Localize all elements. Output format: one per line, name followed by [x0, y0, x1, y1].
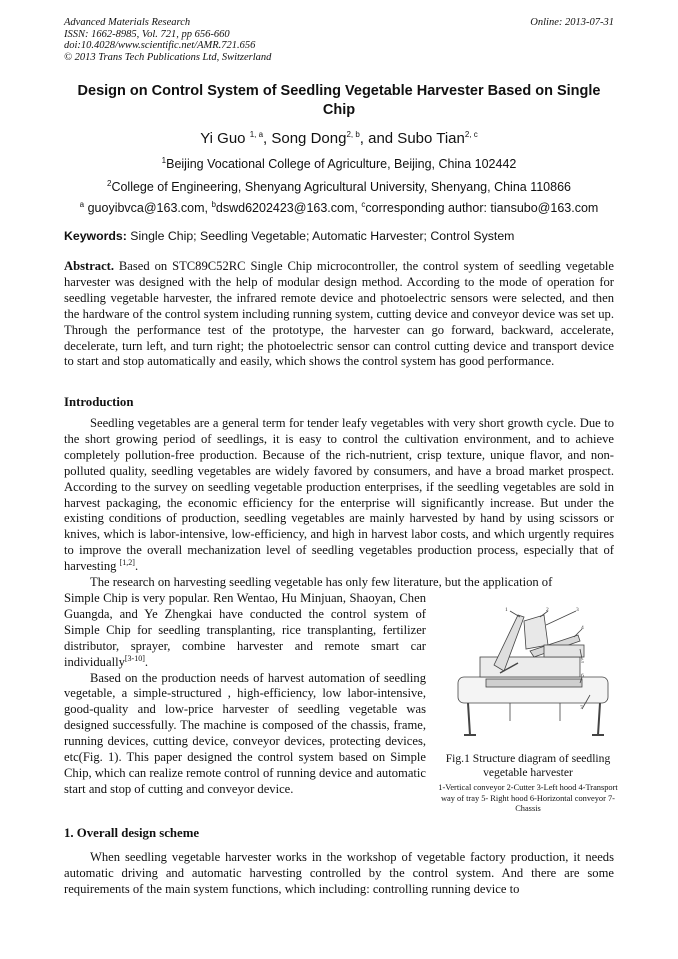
email-b-sup: b — [211, 199, 216, 209]
intro-paragraph-3: Based on the production needs of harvest automation of seedling vegetable, a simple-structured , high-efficiency, low labor-intensive, good-quality and low-price harvester of seedling vegetable was designed successfully. The machine is composed of the chassis, frame, running devices, cutting device, conveyor devices, protecting devices, etc(Fig. 1). This paper designed the control system based on Simple Chip, which can realize remote control of running device and automatic start and stop of cutting and conveyor device. — [64, 670, 426, 796]
intro-p2-text: Simple Chip is very popular. Ren Wentao, Hu Minjuan, Shaoyan, Chen Guangda, and Ye Zhengkai have conducted the control system of Simple Chip for seedling transplanting, rice transplanting, fertilizer distributor, sprayer, combine harvester and remote smart car individually — [64, 591, 426, 669]
doi-line: doi:10.4028/www.scientific.net/AMR.721.656 — [64, 40, 256, 51]
affiliation-1-text: Beijing Vocational College of Agriculture, Beijing, China 102442 — [166, 157, 517, 171]
leader-1 — [510, 611, 520, 617]
label-3: 3 — [576, 607, 579, 613]
intro-paragraph-2-rest — [64, 591, 426, 671]
affiliation-2-num: 2 — [106, 178, 112, 188]
keywords-text: Single Chip; Seedling Vegetable; Automatic Harvester; Control System — [126, 229, 515, 243]
copyright-line: © 2013 Trans Tech Publications Ltd, Switzerland — [64, 51, 272, 63]
intro-body-narrow — [64, 591, 426, 798]
email-c: corresponding author: tiansubo@163.com — [365, 201, 599, 215]
label-7: 7 — [580, 705, 583, 711]
email-a: guoyibvca@163.com, — [84, 201, 212, 215]
left-hood — [524, 615, 548, 649]
author-1-sup: 1, a — [249, 130, 264, 139]
journal-header — [64, 17, 271, 63]
keywords — [64, 229, 514, 243]
upper-frame — [480, 657, 580, 677]
front-leg — [468, 703, 470, 735]
email-b: dswd6202423@163.com, — [215, 201, 362, 215]
intro-p2-end: . — [144, 654, 149, 669]
abstract-label: Abstract. — [64, 259, 115, 273]
horizontal-conveyor — [486, 679, 582, 687]
label-4: 4 — [581, 625, 584, 631]
author-3-sup: 2, c — [464, 130, 478, 139]
figure-legend: 1-Vertical conveyor 2-Cutter 3-Left hood 4-Transport way of tray 5- Right hood 6-Horizontal conveyor 7-Chassis — [438, 783, 618, 814]
intro-body — [64, 416, 614, 591]
paper-title: Design on Control System of Seedling Vegetable Harvester Based on Single Chip — [77, 83, 601, 118]
label-6: 6 — [581, 673, 584, 679]
author-line — [64, 130, 614, 147]
author-2: , Song Dong — [263, 130, 347, 147]
abstract — [64, 259, 614, 370]
affiliation-1 — [64, 157, 614, 171]
intro-paragraph-2-start: The research on harvesting seedling vegetable has only few literature, but the application of — [90, 575, 553, 590]
label-5: 5 — [581, 659, 584, 665]
author-1: Yi Guo — [200, 130, 250, 147]
email-line — [64, 201, 614, 215]
harvester-structure-diagram — [440, 605, 616, 745]
intro-p1-text: Seedling vegetables are a general term for tender leafy vegetables with very short growth cycle. Due to the short growing period of seedlings, it is easy to control the cultivation environment, and to achieve completely pollution-free production. Because of the rich-nutrient, crisp texture, unique flavor, and non-polluted quality, seedling vegetables are widely favored by consumers, and have a broad market prospect. According to the survey on seedling vegetable production enterprises, if the seedling vegetables are sold in harvest packaging, the economic efficiency for the enterprise will significantly increase. But under the existing conditions of production, seedling vegetables are mainly harvested by hand by using scissors or knives, which is labor-intensive, low-efficiency, and high in harvest labor costs, and which urgently requires to improve the overall mechanization level of seedling vegetables production process, especially that of harvesting — [64, 416, 614, 574]
figure-caption: Fig.1 Structure diagram of seedling vegetable harvester — [445, 752, 611, 779]
leader-3 — [546, 611, 576, 625]
keywords-label: Keywords: — [64, 229, 127, 243]
author-2-sup: 2, b — [346, 130, 360, 139]
intro-p1-ref: [1,2] — [119, 557, 135, 567]
affiliation-2 — [64, 180, 614, 194]
right-hood — [544, 645, 584, 657]
label-2: 2 — [546, 607, 549, 613]
email-a-sup: a — [79, 199, 85, 209]
intro-paragraph-1 — [64, 416, 614, 575]
intro-heading: Introduction — [64, 395, 134, 409]
issn-line: ISSN: 1662-8985, Vol. 721, pp 656-660 — [64, 28, 230, 40]
affiliation-1-num: 1 — [161, 155, 167, 165]
author-3: , and Subo Tian — [359, 130, 465, 147]
affiliation-2-text: College of Engineering, Shenyang Agricultural University, Shenyang, China 110866 — [111, 180, 571, 194]
journal-name: Advanced Materials Research — [64, 17, 191, 28]
abstract-text: Based on STC89C52RC Single Chip microcontroller, the control system of seedling vegetable harvester was designed with the help of modular design method. According to the mode of operation for seedling vegetable harvester, the infrared remote device and photoelectric sensors were selected, and then the hardware of the control system including running system, cutting device and conveyor device was set up. Through the performance test of the prototype, the harvester can go forward, backward, accelerate, decelerate, turn left, and turn right; the photoelectric sensor can control cutting device and transport device to start and stop automatically and easily, which shows the control system has good performance. — [64, 259, 614, 369]
rear-leg — [598, 703, 600, 735]
section-1-heading: 1. Overall design scheme — [64, 826, 200, 840]
section-1-paragraph: When seedling vegetable harvester works in the workshop of vegetable factory production, it needs automatic driving and automatic harvesting controlled by the control system. And there are some requirements of the main system functions, which including: controlling running device to — [64, 850, 614, 896]
online-date: Online: 2013-07-31 — [530, 17, 614, 28]
intro-p1-end: . — [134, 559, 139, 574]
intro-p2-ref: [3-10] — [124, 653, 145, 663]
email-c-sup: c — [361, 199, 366, 209]
label-1: 1 — [505, 607, 508, 613]
